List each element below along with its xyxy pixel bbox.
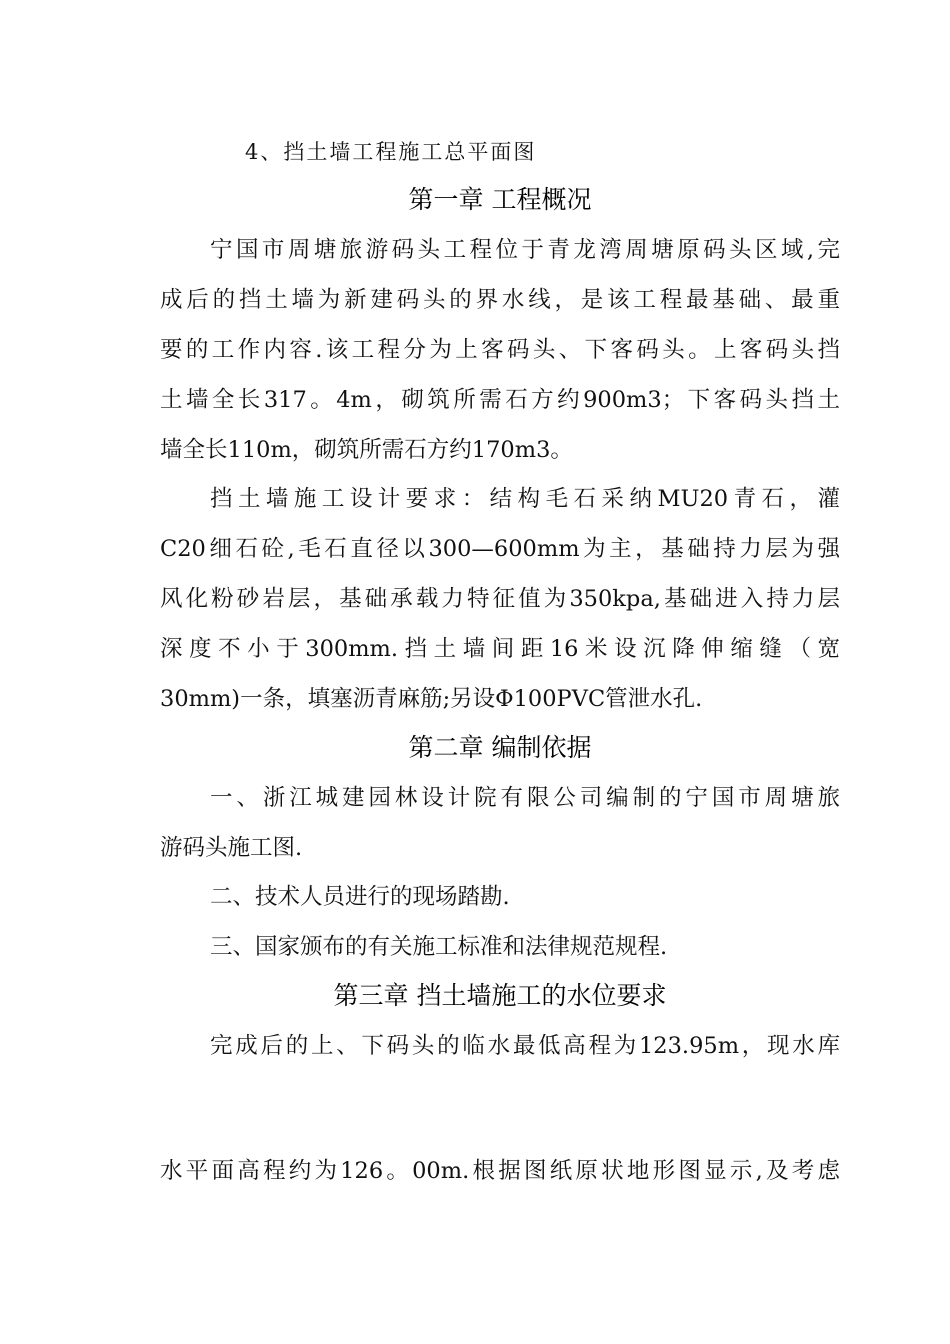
paragraph-line: 土墙全长317。4m，砌筑所需石方约900m3；下客码头挡土 bbox=[160, 387, 840, 413]
paragraph-line: C20细石砼,毛石直径以300—600mm为主，基础持力层为强 bbox=[160, 536, 840, 562]
toc-item: 4、挡土墙工程施工总平面图 bbox=[245, 140, 537, 164]
paragraph-line: 30mm)一条，填塞沥青麻筋;另设Φ100PVC管泄水孔. bbox=[160, 686, 703, 712]
paragraph-line: 深度不小于300mm.挡土墙间距16米设沉降伸缩缝（宽 bbox=[160, 636, 840, 662]
paragraph-line: 宁国市周塘旅游码头工程位于青龙湾周塘原码头区域,完 bbox=[210, 237, 840, 263]
paragraph-line: 墙全长110m，砌筑所需石方约170m3。 bbox=[160, 437, 573, 463]
paragraph-line: 风化粉砂岩层，基础承载力特征值为350kpa,基础进入持力层 bbox=[160, 586, 840, 612]
paragraph-line: 游码头施工图. bbox=[160, 835, 303, 861]
paragraph-line: 二、技术人员进行的现场踏勘. bbox=[210, 884, 510, 910]
paragraph-line: 成后的挡土墙为新建码头的界水线，是该工程最基础、最重 bbox=[160, 287, 840, 313]
paragraph-line: 一、浙江城建园林设计院有限公司编制的宁国市周塘旅 bbox=[210, 785, 840, 811]
paragraph-line: 水平面高程约为126。00m.根据图纸原状地形图显示,及考虑 bbox=[160, 1158, 840, 1184]
paragraph-line: 三、国家颁布的有关施工标准和法律规范规程. bbox=[210, 934, 668, 960]
chapter-2-title: 第二章 编制依据 bbox=[408, 733, 592, 762]
paragraph-line: 完成后的上、下码头的临水最低高程为123.95m，现水库 bbox=[210, 1033, 840, 1059]
chapter-3-title: 第三章 挡土墙施工的水位要求 bbox=[333, 981, 667, 1010]
paragraph-line: 挡土墙施工设计要求：结构毛石采纳MU20青石，灌 bbox=[210, 486, 840, 512]
paragraph-line: 要的工作内容.该工程分为上客码头、下客码头。上客码头挡 bbox=[160, 337, 840, 363]
chapter-1-title: 第一章 工程概况 bbox=[408, 185, 592, 214]
